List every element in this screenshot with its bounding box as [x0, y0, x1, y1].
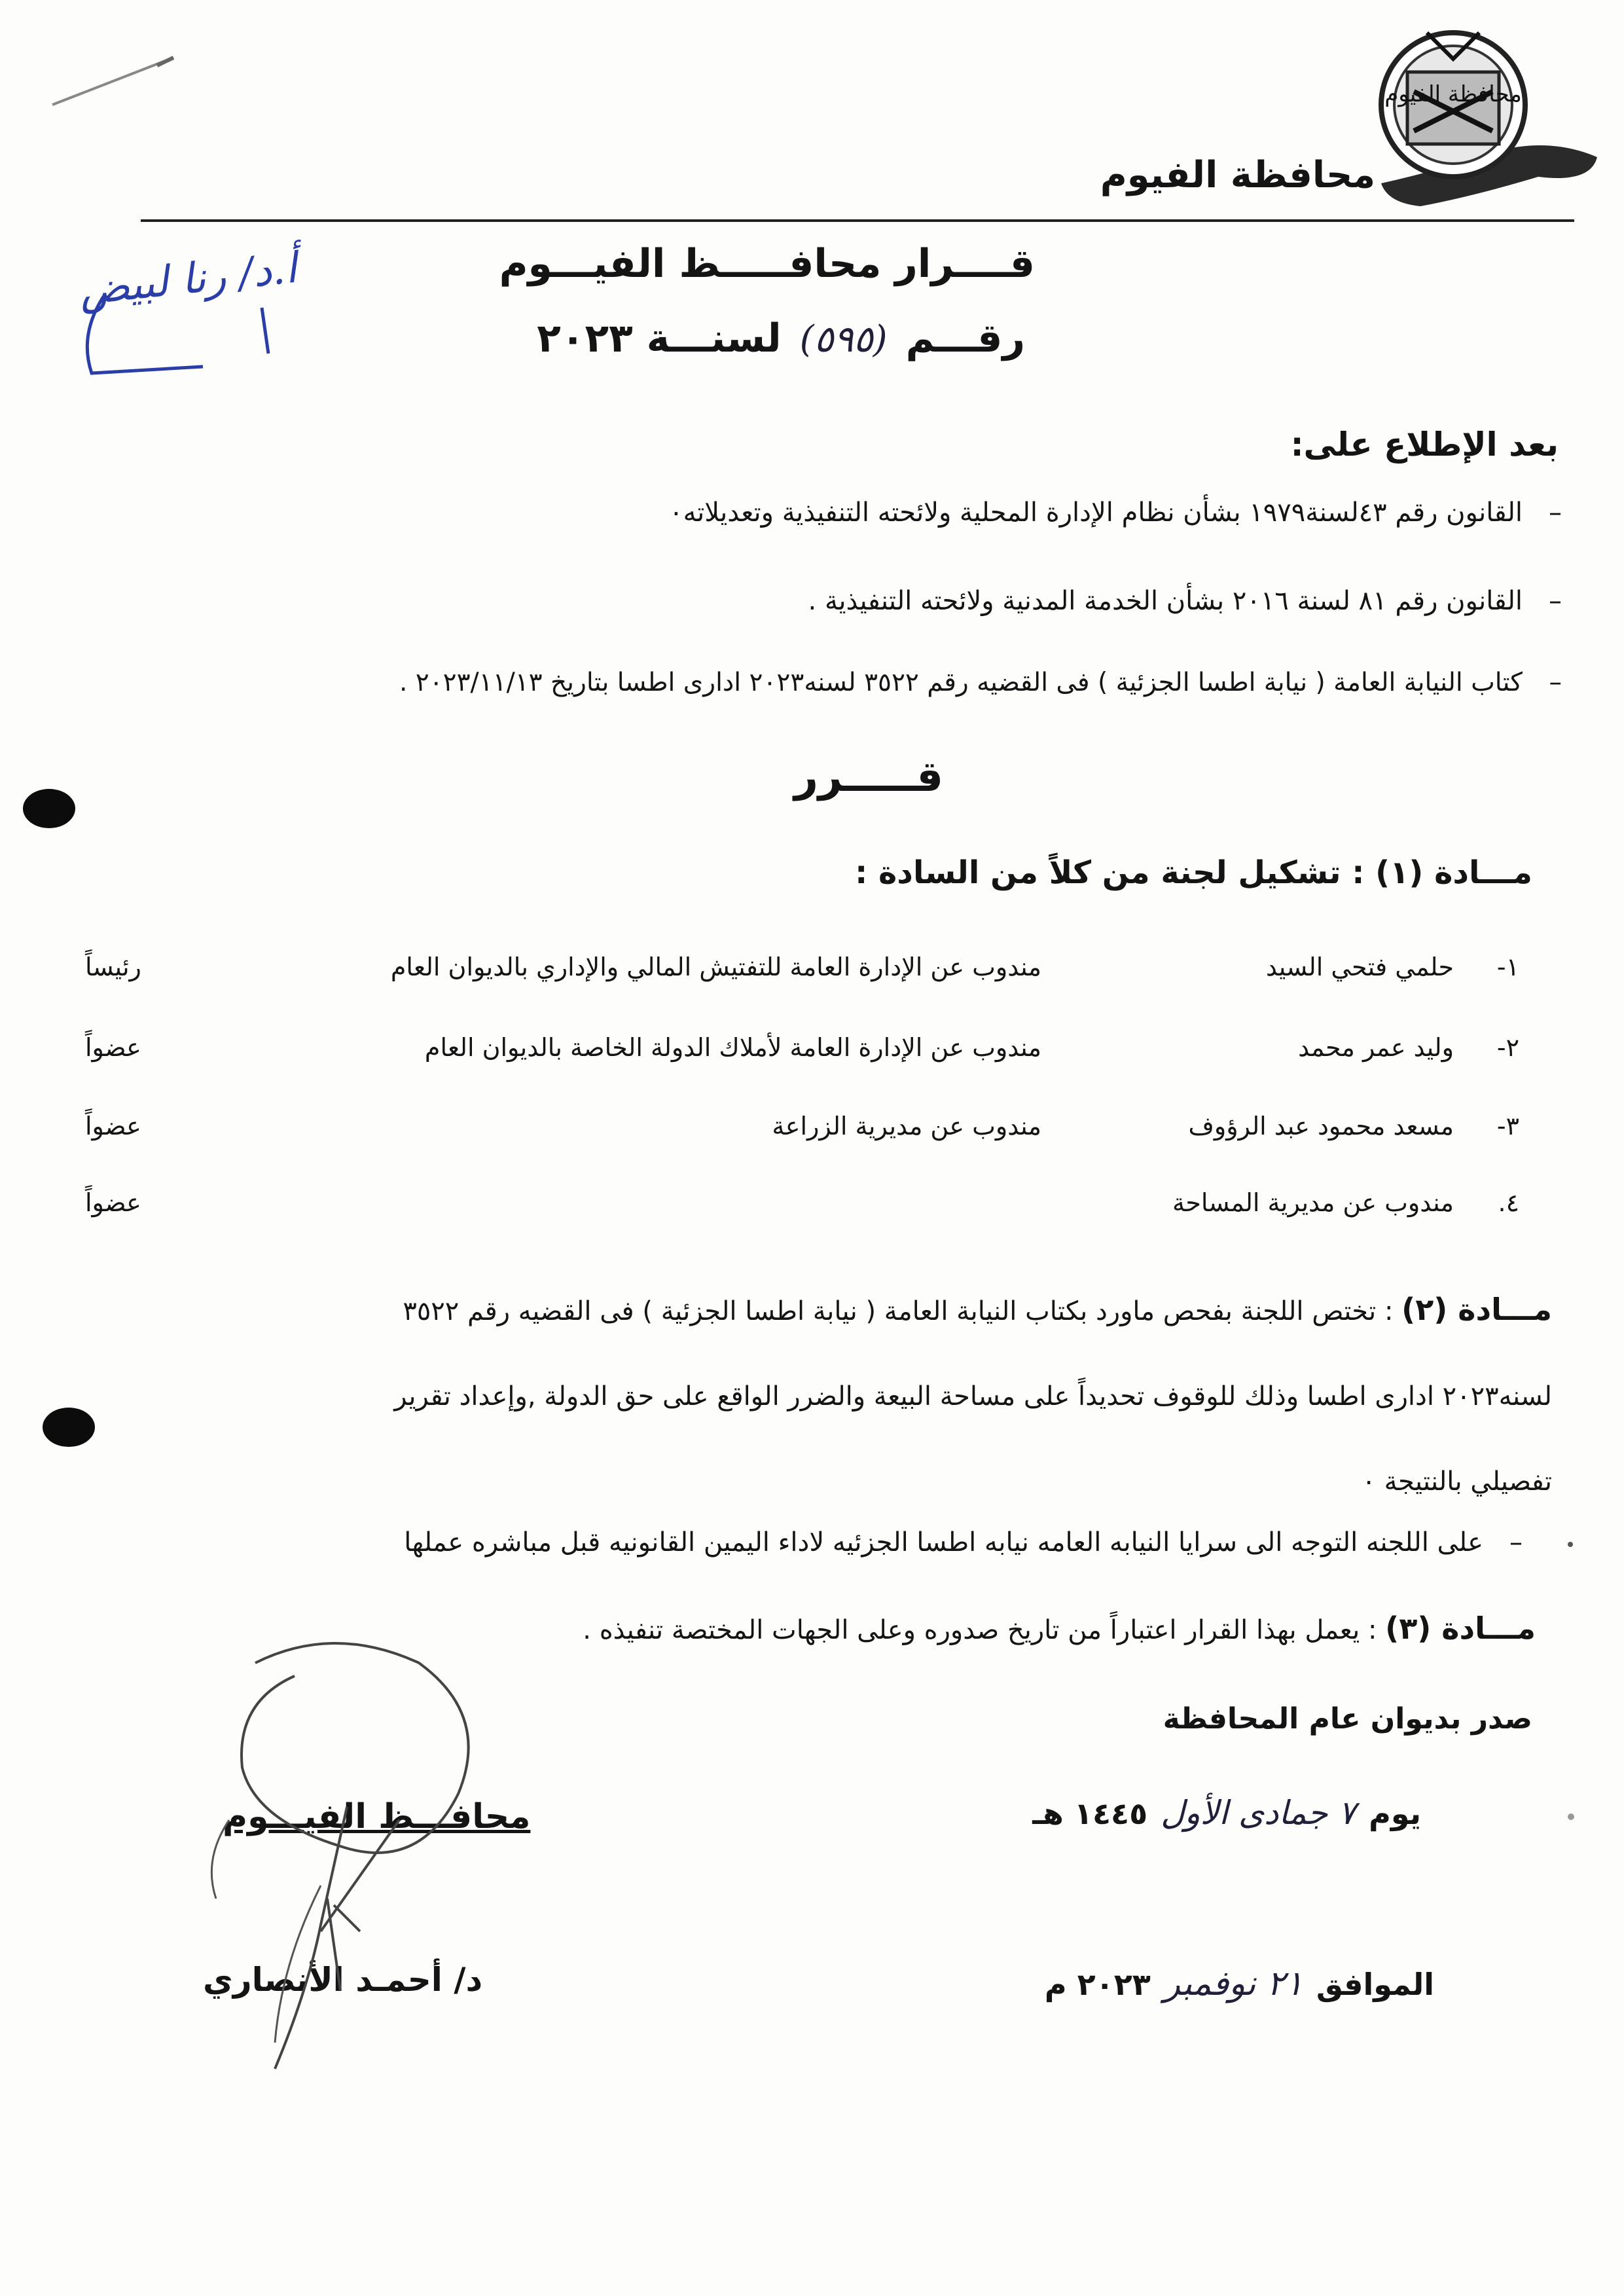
scan-speck — [1568, 1542, 1573, 1547]
scan-mark — [46, 39, 177, 111]
member-role: مندوب عن الإدارة العامة لأملاك الدولة الخاصة بالديوان العام — [424, 1033, 1041, 1062]
number-label: رقـــم — [905, 316, 1025, 361]
hijri-handwritten: ٧ جمادى الأول — [1161, 1794, 1356, 1832]
signatory-title: محافـــظ الفيـــوم — [223, 1797, 531, 1836]
member-number: ٤. — [1498, 1188, 1519, 1217]
article-2-bullet: – على اللجنه التوجه الى سرايا النيابه العامه نيابه اطسا الجزئيه لاداء اليمين القانونيه قبل مباشره عملها — [404, 1527, 1483, 1558]
member-position: عضواً — [85, 1033, 141, 1062]
gregorian-suffix: ٢٠٢٣ م — [1044, 1967, 1151, 2002]
hijri-date — [1032, 1794, 1421, 1832]
member-name: مندوب عن مديرية المساحة — [1172, 1188, 1454, 1217]
article-1-heading: مـــادة (١) : تشكيل لجنة من كلاً من السادة : — [855, 854, 1532, 891]
member-number: ٣- — [1496, 1112, 1519, 1140]
year-label: لسنـــة ٢٠٢٣ — [537, 316, 782, 361]
gregorian-prefix: الموافق — [1316, 1967, 1434, 2002]
member-name: وليد عمر محمد — [1298, 1033, 1454, 1062]
article-2-line-1 — [86, 1267, 1552, 1354]
issued-at: صدر بديوان عام المحافظة — [1163, 1702, 1532, 1736]
preamble-heading: بعد الإطلاع على: — [1290, 426, 1559, 464]
signatory-name: د/ أحمـد الأنصاري — [203, 1961, 483, 1999]
logo-text: محافظة الفيوم — [1384, 81, 1522, 107]
punch-hole — [23, 789, 75, 828]
member-number: ١- — [1496, 953, 1519, 981]
article-2-line-3: تفصيلي بالنتيجة ٠ — [1362, 1467, 1552, 1497]
preamble-item: – القانون رقم ٤٣لسنة١٩٧٩ بشأن نظام الإدارة المحلية ولائحته التنفيذية وتعديلاته٠ — [669, 498, 1523, 528]
member-position: عضواً — [85, 1188, 141, 1217]
decree-number-line — [537, 316, 1025, 361]
member-name: حلمي فتحي السيد — [1265, 953, 1454, 981]
member-name: مسعد محمود عبد الرؤوف — [1188, 1112, 1454, 1140]
margin-note-bracket — [65, 275, 275, 386]
decree-title: قــــرار محافـــــظ الفيـــوم — [499, 241, 1035, 287]
header-rule — [141, 219, 1574, 222]
hijri-prefix: يوم — [1369, 1796, 1421, 1831]
preamble-item: – القانون رقم ٨١ لسنة ٢٠١٦ بشأن الخدمة المدنية ولائحته التنفيذية . — [808, 586, 1523, 616]
article-2-line-2: لسنه٢٠٢٣ ادارى اطسا وذلك للوقوف تحديداً على مساحة البيعة والضرر الواقع على حق الدولة ,وإعداد تقرير — [394, 1381, 1552, 1412]
article-3-label: مـــادة (٣) — [1385, 1611, 1536, 1646]
gregorian-date — [1045, 1964, 1434, 2003]
preamble-item: – كتاب النيابة العامة ( نيابة اطسا الجزئية ) فى القضيه رقم ٣٥٢٢ لسنه٢٠٢٣ ادارى اطسا بتاريخ ٢٠٢٣/١١/١٣ . — [399, 668, 1523, 697]
decree-number: (٥٩٥) — [799, 318, 888, 361]
article-2 — [86, 1267, 1552, 1524]
decision-heading: قـــــرر — [794, 753, 943, 801]
article-2-label: مـــادة (٢) — [1401, 1292, 1552, 1327]
gregorian-handwritten: ٢١ نوفمبر — [1163, 1964, 1303, 2003]
article-3-text: : يعمل بهذا القرار اعتباراً من تاريخ صدوره وعلى الجهات المختصة تنفيذه . — [583, 1615, 1377, 1645]
member-role: مندوب عن مديرية الزراعة — [772, 1112, 1041, 1140]
article-2-text-1: : تختص اللجنة بفحص ماورد بكتاب النيابة العامة ( نيابة اطسا الجزئية ) فى القضيه رقم ٣٥٢٢ — [403, 1296, 1394, 1326]
scan-speck — [1568, 1813, 1574, 1820]
member-number: ٢- — [1496, 1033, 1519, 1062]
hijri-suffix: ١٤٤٥ هـ — [1032, 1796, 1148, 1831]
article-3 — [583, 1611, 1536, 1646]
member-position: عضواً — [85, 1112, 141, 1140]
handwritten-signature — [124, 1624, 543, 2082]
member-role: مندوب عن الإدارة العامة للتفتيش المالي والإداري بالديوان العام — [390, 953, 1041, 981]
governorate-name: محافظة الفيوم — [1100, 154, 1375, 196]
margin-note: أ.د/ رنا لبيض — [77, 244, 299, 316]
member-position: رئيساً — [85, 953, 141, 981]
governorate-logo — [1342, 20, 1604, 210]
